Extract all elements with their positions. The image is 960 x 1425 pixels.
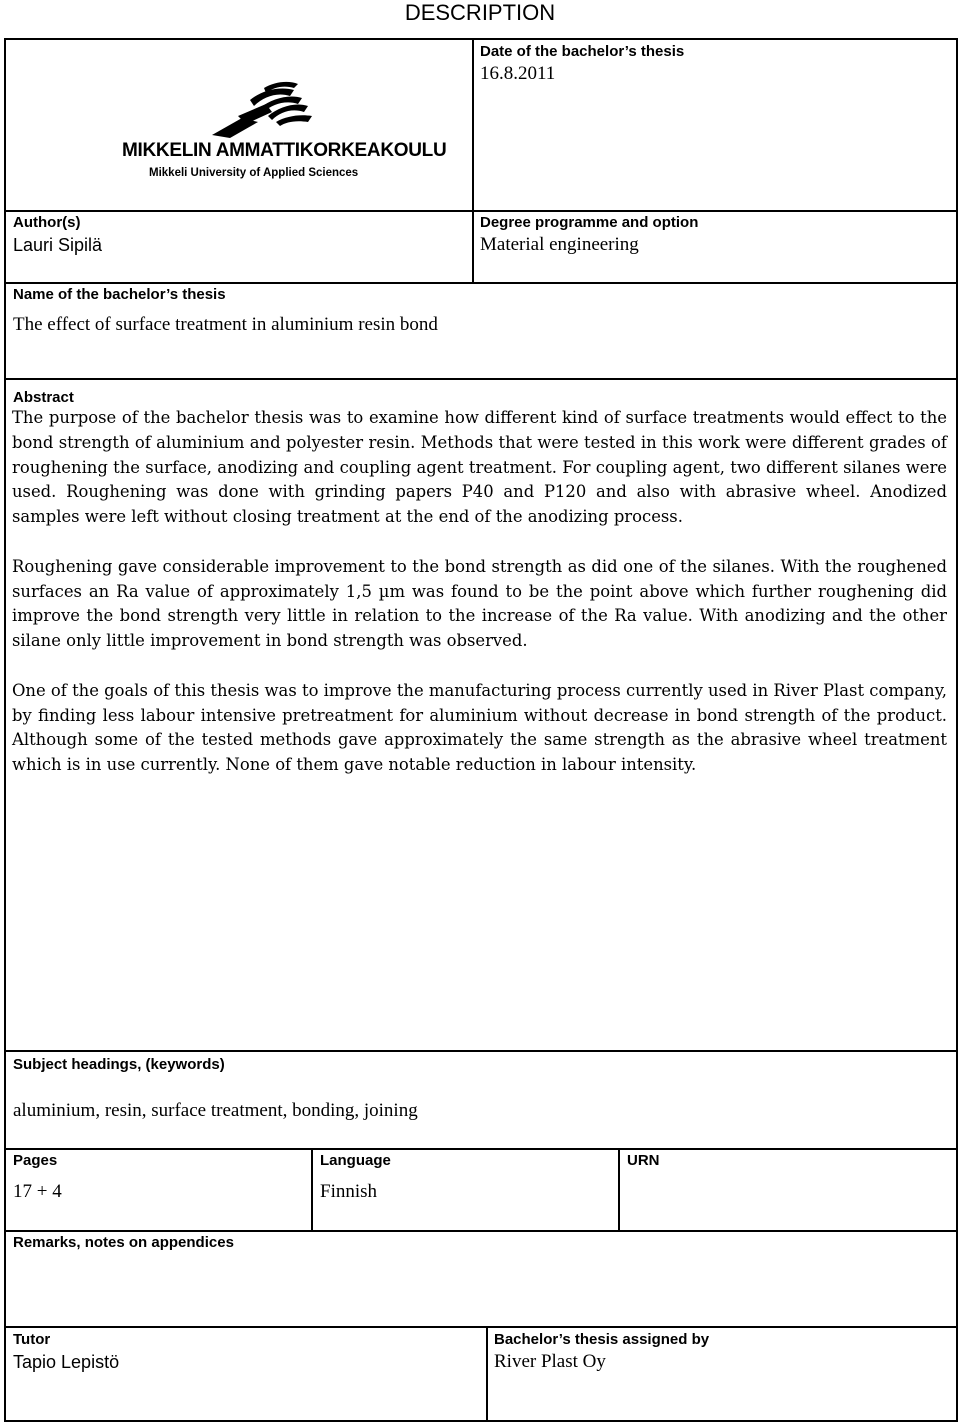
keywords-value: aluminium, resin, surface treatment, bonding, joining bbox=[13, 1100, 418, 1121]
urn-cell bbox=[618, 1148, 958, 1232]
author-cell bbox=[4, 210, 474, 284]
language-value: Finnish bbox=[320, 1181, 378, 1202]
abstract-paragraph: The purpose of the bachelor thesis was to examine how different kind of surface treatments would effect to the bond strength of aluminium and polyester resin. Methods that were tested in this work were different grades of roughening the surface, anodizing and coupling agent treatment. For coupling agent, two different silanes were used. Roughening was done with grinding papers P40 and P120 and also with abrasive wheel. Anodized samples were left without closing treatment at the end of the anodizing process. bbox=[12, 408, 947, 527]
remarks-cell bbox=[4, 1230, 958, 1328]
logo-cell bbox=[4, 38, 474, 212]
pages-label: Pages bbox=[13, 1152, 58, 1169]
university-logo-icon bbox=[202, 80, 322, 140]
page-title: DESCRIPTION bbox=[404, 0, 556, 25]
pages-cell bbox=[4, 1148, 313, 1232]
degree-label: Degree programme and option bbox=[480, 214, 699, 231]
assigned-by-cell bbox=[486, 1326, 958, 1422]
pages-value: 17 + 4 bbox=[13, 1181, 62, 1202]
language-label: Language bbox=[320, 1152, 391, 1169]
urn-label: URN bbox=[627, 1152, 660, 1169]
assigned-by-label: Bachelor’s thesis assigned by bbox=[494, 1331, 710, 1348]
remarks-label: Remarks, notes on appendices bbox=[13, 1234, 234, 1251]
keywords-label: Subject headings, (keywords) bbox=[13, 1056, 225, 1073]
abstract-paragraph: One of the goals of this thesis was to improve the manufacturing process currently used in River Plast company, by finding less labour intensive pretreatment for aluminium without decrease in bond strength of the product. Although some of the tested methods gave approximately the same strength as the abrasive wheel treatment which is in use currently. None of them gave notable reduction in labour intensity. bbox=[12, 680, 947, 775]
date-value: 16.8.2011 bbox=[480, 63, 556, 84]
thesis-name-value: The effect of surface treatment in aluminium resin bond bbox=[13, 314, 438, 335]
tutor-value: Tapio Lepistö bbox=[13, 1352, 120, 1372]
abstract-paragraph: Roughening gave considerable improvement to the bond strength as did one of the silanes. With the roughened surfaces an Ra value of approximately 1,5 µm was found to be the point above which further roughening did improve the bond strength very little in relation to the increase of the Ra value. With anodizing and the other silane only little improvement in bond strength was observed. bbox=[12, 556, 947, 651]
thesis-name-label: Name of the bachelor’s thesis bbox=[13, 286, 226, 303]
thesis-name-cell bbox=[4, 282, 958, 380]
author-label: Author(s) bbox=[13, 214, 81, 231]
logo-name-fi: MIKKELIN AMMATTIKORKEAKOULU bbox=[122, 140, 447, 161]
assigned-by-value: River Plast Oy bbox=[494, 1351, 606, 1372]
author-value: Lauri Sipilä bbox=[13, 235, 103, 255]
degree-value: Material engineering bbox=[480, 234, 639, 255]
degree-cell bbox=[472, 210, 958, 284]
tutor-cell bbox=[4, 1326, 488, 1422]
date-label: Date of the bachelor’s thesis bbox=[480, 43, 685, 60]
tutor-label: Tutor bbox=[13, 1331, 51, 1348]
keywords-cell bbox=[4, 1050, 958, 1150]
abstract-body bbox=[12, 406, 947, 803]
language-cell bbox=[311, 1148, 620, 1232]
date-cell bbox=[472, 38, 958, 212]
logo-name-en: Mikkeli University of Applied Sciences bbox=[149, 167, 359, 179]
abstract-label: Abstract bbox=[13, 389, 74, 406]
